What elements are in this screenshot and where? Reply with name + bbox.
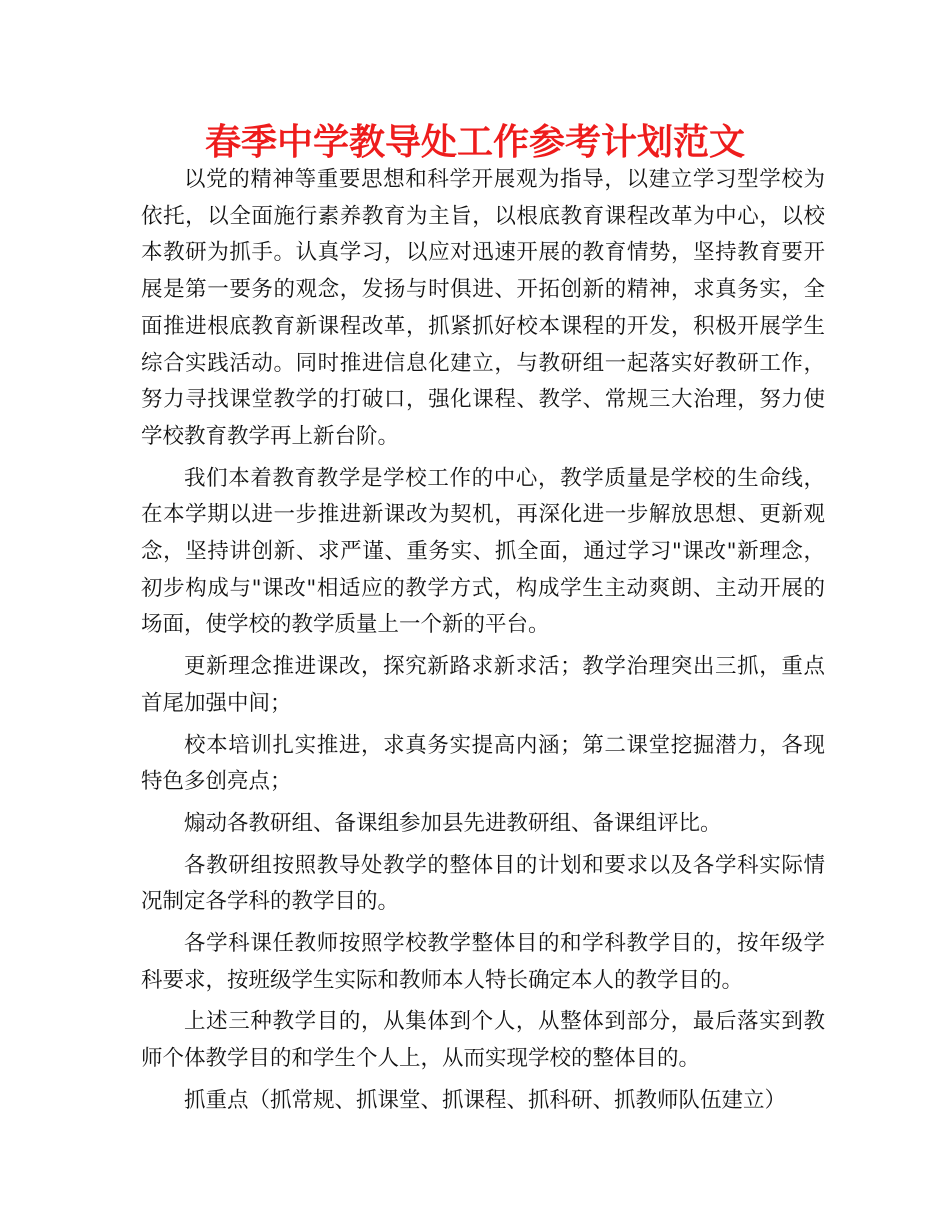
document-body: [141, 162, 825, 1125]
paragraph: 各教研组按照教导处教学的整体目的计划和要求以及各学科实际情况制定各学科的教学目的。: [141, 852, 825, 915]
paragraph: 以党的精神等重要思想和科学开展观为指导，以建立学习型学校为依托，以全面施行素养教育为主旨，以根底教育课程改革为中心，以校本教研为抓手。认真学习，以应对迅速开展的教育情势，坚持教育要开展是第一要务的观念，发扬与时俱进、开拓创新的精神，求真务实，全面推进根底教育新课程改革，抓紧抓好校本课程的开发，积极开展学生综合实践活动。同时推进信息化建立，与教研组一起落实好教研工作，努力寻找课堂教学的打破口，强化课程、教学、常规三大治理，努力使学校教育教学再上新台阶。: [141, 167, 825, 449]
paragraph: 校本培训扎实推进，求真务实提高内涵；第二课堂挖掘潜力，各现特色多创亮点；: [141, 732, 825, 795]
paragraph: 我们本着教育教学是学校工作的中心，教学质量是学校的生命线，在本学期以进一步推进新课改为契机，再深化进一步解放思想、更新观念，坚持讲创新、求严谨、重务实、抓全面，通过学习"课改"新理念，初步构成与"课改"相适应的教学方式，构成学生主动爽朗、主动开展的场面，使学校的教学质量上一个新的平台。: [141, 465, 825, 638]
paragraph: 更新理念推进课改，探究新路求新求活；教学治理突出三抓，重点首尾加强中间；: [141, 654, 825, 716]
paragraph: 上述三种教学目的，从集体到个人，从整体到部分，最后落实到教师个体教学目的和学生个人上，从而实现学校的整体目的。: [141, 1009, 825, 1072]
document-title: 春季中学教导处工作参考计划范文: [204, 122, 745, 163]
paragraph: 各学科课任教师按照学校教学整体目的和学科教学目的，按年级学科要求，按班级学生实际和教师本人特长确定本人的教学目的。: [141, 931, 825, 993]
paragraph: 抓重点（抓常规、抓课堂、抓课程、抓科研、抓教师队伍建立）: [184, 1087, 787, 1113]
paragraph: 煽动各教研组、备课组参加县先进教研组、备课组评比。: [184, 810, 722, 836]
